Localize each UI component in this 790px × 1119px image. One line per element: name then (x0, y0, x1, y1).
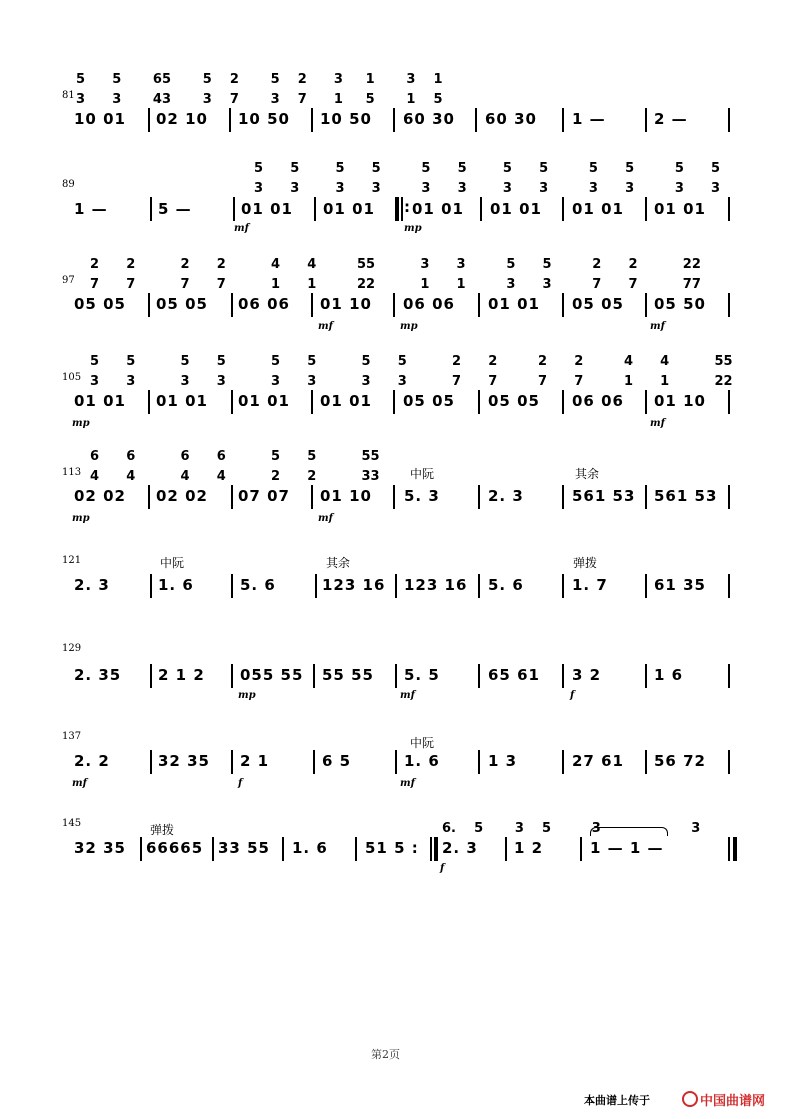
barline (645, 390, 647, 414)
measure-123: 5. 6 (240, 576, 276, 594)
barline (478, 664, 480, 688)
measure-99: 06 06 (238, 295, 290, 313)
chord-mid-line: 3 3 43 3 7 3 7 1 5 1 5 (76, 92, 443, 107)
barline (231, 750, 233, 774)
measure-148: 1. 6 (292, 839, 328, 857)
barline (580, 837, 582, 861)
brand-name: 中国曲谱网 (700, 1094, 766, 1109)
repeat-dots: : (404, 198, 410, 216)
repeat-start-barline (395, 197, 399, 221)
barline (395, 664, 397, 688)
barline (562, 750, 564, 774)
barline (315, 574, 317, 598)
system-row-129 (0, 640, 790, 720)
dynamic-mark: mf (650, 418, 665, 429)
barline (311, 390, 313, 414)
barline (150, 750, 152, 774)
measure-89: 1 — (74, 200, 108, 218)
barline (313, 664, 315, 688)
system-row-81 (0, 70, 790, 150)
repeat-end-thin-barline (430, 837, 432, 861)
barline (311, 108, 313, 132)
barline (562, 197, 564, 221)
measure-133: 5. 5 (404, 666, 440, 684)
barline (728, 108, 730, 132)
barline (728, 293, 730, 317)
dynamic-mark: mf (72, 778, 87, 789)
measure-138: 32 35 (158, 752, 210, 770)
barline (645, 664, 647, 688)
dynamic-mark: mf (318, 321, 333, 332)
measure-136: 1 6 (654, 666, 684, 684)
barline (478, 485, 480, 509)
barline (562, 485, 564, 509)
barline (313, 750, 315, 774)
barline (562, 664, 564, 688)
upload-credit: 本曲谱上传于 (584, 1094, 650, 1107)
system-row-137 (0, 728, 790, 808)
measure-number: 89 (62, 179, 75, 190)
measure-83: 10 50 (238, 110, 290, 128)
dynamic-mark: mp (72, 418, 90, 429)
barline (314, 197, 316, 221)
dynamic-mark: f (570, 690, 575, 701)
barline (728, 197, 730, 221)
system-row-105 (0, 352, 790, 432)
measure-91: 01 01 (241, 200, 293, 218)
measure-106: 01 01 (156, 392, 208, 410)
measure-145: 32 35 (74, 839, 126, 857)
final-thin-barline (728, 837, 730, 861)
measure-90: 5 — (158, 200, 192, 218)
measure-114: 02 02 (156, 487, 208, 505)
dynamic-mark: mf (318, 513, 333, 524)
technique-label: 其余 (326, 556, 351, 570)
measure-109: 05 05 (403, 392, 455, 410)
chord-top-line: 5 5 65 5 2 5 2 3 1 3 1 (76, 72, 443, 87)
measure-119: 561 53 (572, 487, 636, 505)
measure-85: 60 30 (403, 110, 455, 128)
measure-86: 60 30 (485, 110, 537, 128)
measure-number: 121 (62, 555, 82, 566)
measure-139: 2 1 (240, 752, 270, 770)
dynamic-mark: mp (72, 513, 90, 524)
dynamic-mark: f (238, 778, 243, 789)
technique-label: 其余 (575, 467, 600, 481)
measure-102: 01 01 (488, 295, 540, 313)
barline (311, 485, 313, 509)
measure-146: 66665 (146, 839, 204, 857)
barline (393, 390, 395, 414)
measure-120: 561 53 (654, 487, 718, 505)
measure-137: 2. 2 (74, 752, 110, 770)
barline (645, 750, 647, 774)
measure-105: 01 01 (74, 392, 126, 410)
barline (393, 293, 395, 317)
barline (150, 664, 152, 688)
measure-134: 65 61 (488, 666, 540, 684)
barline (231, 293, 233, 317)
barline (148, 390, 150, 414)
measure-131: 055 55 (240, 666, 304, 684)
measure-93: 01 01 (412, 200, 464, 218)
measure-81: 10 01 (74, 110, 126, 128)
measure-132: 55 55 (322, 666, 374, 684)
barline (645, 574, 647, 598)
barline (231, 664, 233, 688)
barline (475, 108, 477, 132)
measure-113: 02 02 (74, 487, 126, 505)
dynamic-mark: mf (400, 778, 415, 789)
measure-number: 145 (62, 818, 82, 829)
measure-100: 01 10 (320, 295, 372, 313)
barline (478, 293, 480, 317)
barline (728, 485, 730, 509)
measure-140: 6 5 (322, 752, 352, 770)
chord-top-line: 2 2 2 2 4 4 55 3 3 5 5 2 2 22 (90, 257, 701, 272)
technique-label: 中阮 (410, 736, 435, 750)
measure-152: 1 — 1 — (590, 839, 664, 857)
barline (562, 293, 564, 317)
measure-92: 01 01 (323, 200, 375, 218)
barline (229, 108, 231, 132)
chord-mid-line: 4 4 4 4 2 2 33 (90, 469, 380, 484)
measure-111: 06 06 (572, 392, 624, 410)
measure-117: 5. 3 (404, 487, 440, 505)
measure-number: 113 (62, 467, 82, 478)
barline (562, 390, 564, 414)
barline (148, 293, 150, 317)
measure-101: 06 06 (403, 295, 455, 313)
barline (150, 574, 152, 598)
measure-number: 129 (62, 643, 82, 654)
barline (478, 390, 480, 414)
repeat-thin-barline (401, 197, 403, 221)
measure-116: 01 10 (320, 487, 372, 505)
measure-141: 1. 6 (404, 752, 440, 770)
barline (478, 750, 480, 774)
chord-mid-line: 3 3 3 3 3 3 3 3 3 3 3 3 (254, 181, 721, 196)
dynamic-mark: mf (650, 321, 665, 332)
measure-103: 05 05 (572, 295, 624, 313)
chord-top-line: 6. 5 3 5 3 3 (442, 821, 701, 836)
measure-96: 01 01 (654, 200, 706, 218)
measure-118: 2. 3 (488, 487, 524, 505)
barline (231, 485, 233, 509)
final-barline (733, 837, 737, 861)
barline (645, 485, 647, 509)
system-row-113 (0, 447, 790, 527)
measure-122: 1. 6 (158, 576, 194, 594)
chord-top-line: 5 5 5 5 5 5 5 5 2 2 2 2 4 4 55 (90, 354, 733, 369)
chord-top-line: 6 6 6 6 5 5 55 (90, 449, 380, 464)
barline (645, 108, 647, 132)
dynamic-mark: mp (404, 223, 422, 234)
barline (311, 293, 313, 317)
measure-126: 5. 6 (488, 576, 524, 594)
measure-121: 2. 3 (74, 576, 110, 594)
measure-135: 3 2 (572, 666, 602, 684)
measure-82: 02 10 (156, 110, 208, 128)
measure-130: 2 1 2 (158, 666, 205, 684)
barline (645, 293, 647, 317)
measure-95: 01 01 (572, 200, 624, 218)
measure-124: 123 16 (322, 576, 386, 594)
measure-142: 1 3 (488, 752, 518, 770)
measure-97: 05 05 (74, 295, 126, 313)
technique-label: 中阮 (410, 467, 435, 481)
measure-128: 61 35 (654, 576, 706, 594)
measure-147: 33 55 (218, 839, 270, 857)
tie-arc (590, 827, 668, 836)
barline (480, 197, 482, 221)
barline (233, 197, 235, 221)
chord-top-line: 5 5 5 5 5 5 5 5 5 5 5 5 (254, 161, 721, 176)
barline (355, 837, 357, 861)
measure-143: 27 61 (572, 752, 624, 770)
barline (505, 837, 507, 861)
measure-150: 2. 3 (442, 839, 478, 857)
system-row-121 (0, 550, 790, 630)
barline (728, 390, 730, 414)
barline (393, 485, 395, 509)
barline (231, 390, 233, 414)
technique-label: 弹拨 (150, 823, 175, 837)
barline (395, 750, 397, 774)
barline (645, 197, 647, 221)
measure-107: 01 01 (238, 392, 290, 410)
measure-87: 1 — (572, 110, 606, 128)
dynamic-mark: f (440, 863, 445, 874)
barline (562, 574, 564, 598)
measure-104: 05 50 (654, 295, 706, 313)
barline (231, 574, 233, 598)
measure-151: 1 2 (514, 839, 544, 857)
barline (148, 108, 150, 132)
measure-94: 01 01 (490, 200, 542, 218)
barline (150, 197, 152, 221)
measure-number: 105 (62, 372, 82, 383)
barline (728, 574, 730, 598)
dynamic-mark: mp (238, 690, 256, 701)
dynamic-mark: mf (234, 223, 249, 234)
measure-number: 81 (62, 90, 75, 101)
dynamic-mark: mf (400, 690, 415, 701)
measure-149: 51 5 : (365, 839, 419, 857)
measure-84: 10 50 (320, 110, 372, 128)
measure-127: 1. 7 (572, 576, 608, 594)
barline (728, 750, 730, 774)
system-row-89 (0, 155, 790, 235)
measure-125: 123 16 (404, 576, 468, 594)
measure-98: 05 05 (156, 295, 208, 313)
barline (212, 837, 214, 861)
measure-number: 97 (62, 275, 75, 286)
technique-label: 弹拨 (573, 556, 598, 570)
barline (728, 664, 730, 688)
technique-label: 中阮 (160, 556, 185, 570)
measure-112: 01 10 (654, 392, 706, 410)
measure-88: 2 — (654, 110, 688, 128)
measure-108: 01 01 (320, 392, 372, 410)
brand-logo-icon (682, 1091, 698, 1107)
repeat-end-barline (434, 837, 438, 861)
page-number-label: 第2页 (371, 1048, 400, 1061)
measure-144: 56 72 (654, 752, 706, 770)
barline (562, 108, 564, 132)
measure-129: 2. 35 (74, 666, 122, 684)
barline (393, 108, 395, 132)
system-row-145 (0, 815, 790, 895)
barline (140, 837, 142, 861)
measure-110: 05 05 (488, 392, 540, 410)
barline (395, 574, 397, 598)
chord-mid-line: 3 3 3 3 3 3 3 3 7 7 7 7 1 1 22 (90, 374, 733, 389)
system-row-97 (0, 255, 790, 335)
barline (478, 574, 480, 598)
dynamic-mark: mp (400, 321, 418, 332)
measure-115: 07 07 (238, 487, 290, 505)
measure-number: 137 (62, 731, 82, 742)
barline (148, 485, 150, 509)
barline (282, 837, 284, 861)
chord-mid-line: 7 7 7 7 1 1 22 1 1 3 3 7 7 77 (90, 277, 701, 292)
